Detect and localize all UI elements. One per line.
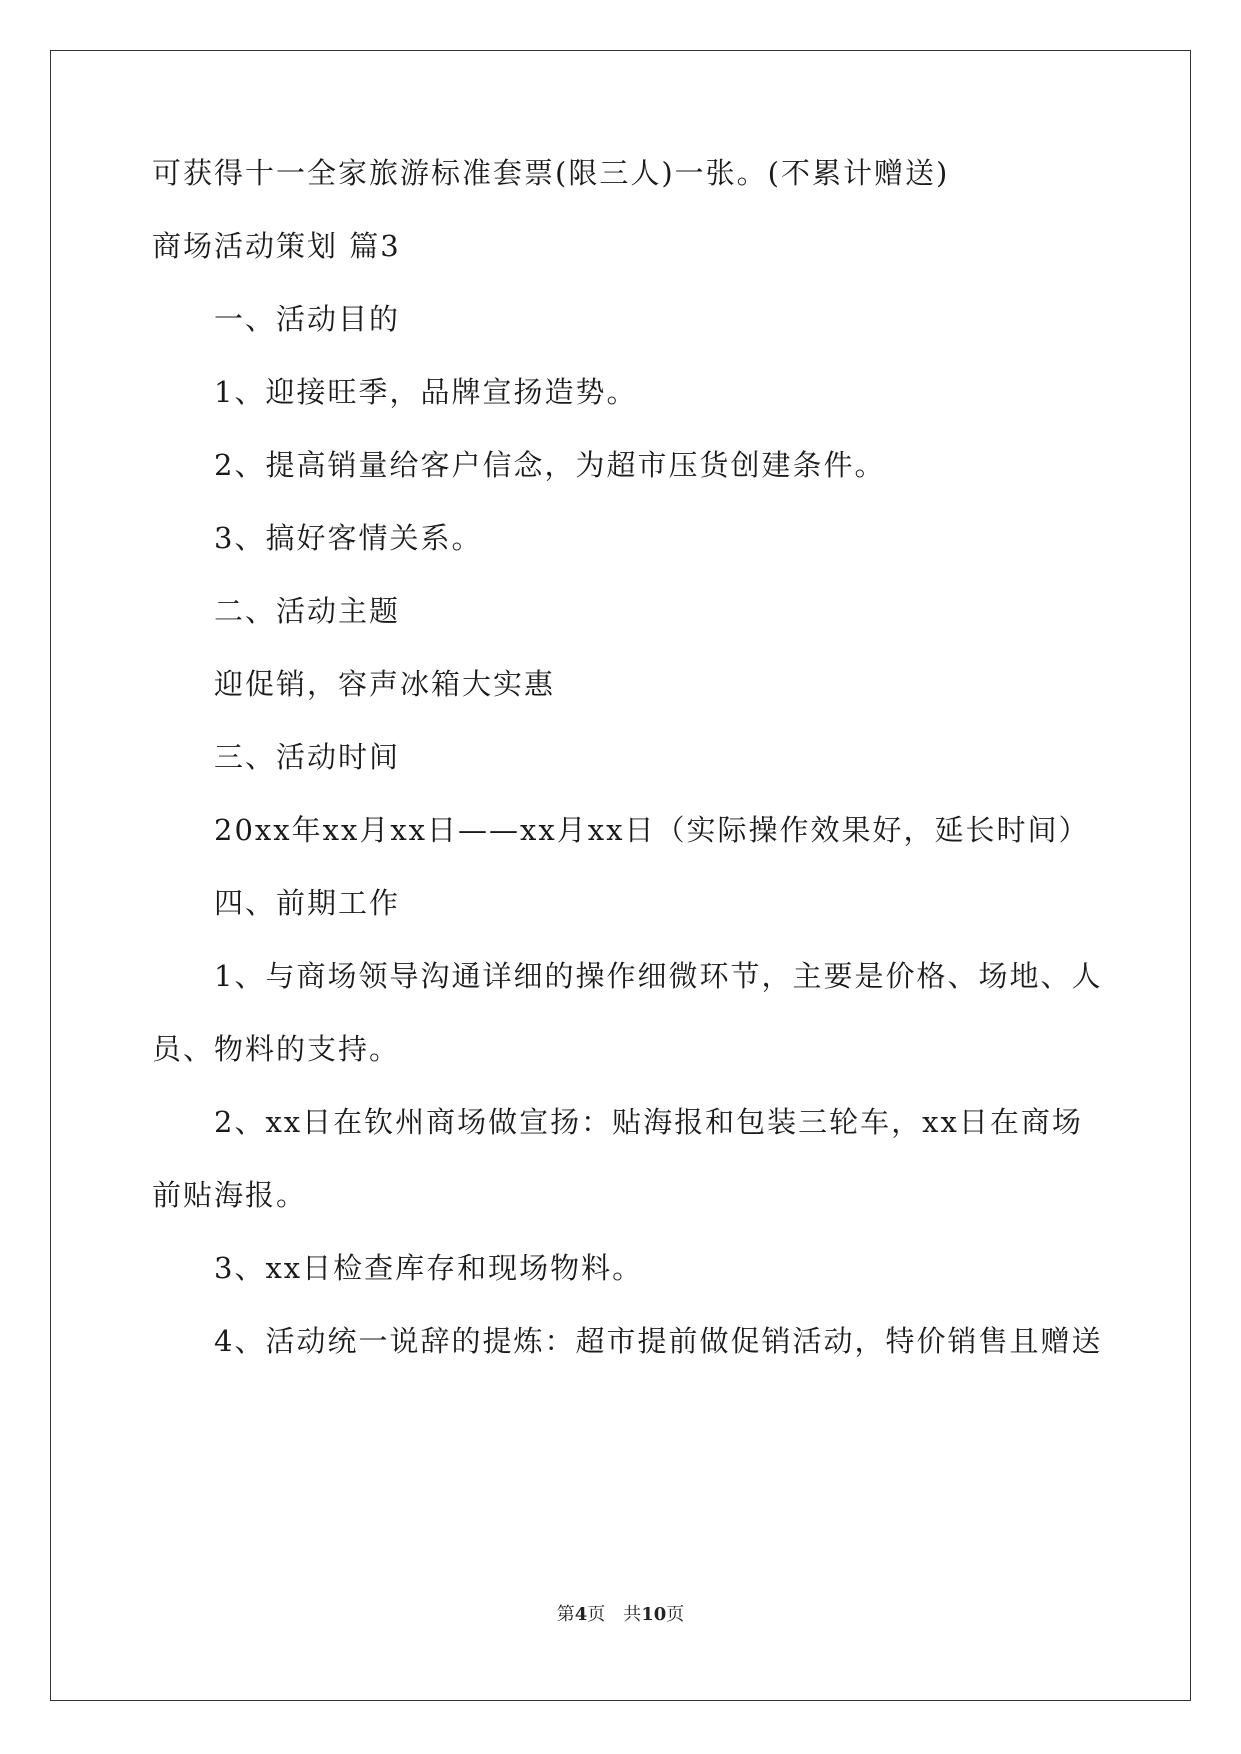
list-item: 3、xx日检查库存和现场物料。 xyxy=(214,1251,644,1285)
list-item: 1、与商场领导沟通详细的操作细微环节，主要是价格、场地、人 xyxy=(214,959,1103,993)
list-item: 4、活动统一说辞的提炼：超市提前做促销活动，特价销售且赠送 xyxy=(214,1324,1103,1358)
text-line: 20xx年xx月xx日——xx月xx日（实际操作效果好，延长时间） xyxy=(214,813,1090,847)
page-current: 4 xyxy=(574,1604,588,1625)
section-heading: 一、活动目的 xyxy=(214,302,401,336)
list-item: 2、提高销量给客户信念，为超市压货创建条件。 xyxy=(214,448,886,482)
list-item: 2、xx日在钦州商场做宣扬：贴海报和包装三轮车，xx日在商场 xyxy=(214,1105,1083,1139)
total-prefix: 共 xyxy=(623,1604,642,1625)
page-border xyxy=(50,50,1191,1701)
page-total: 10 xyxy=(641,1604,667,1625)
section-heading: 二、活动主题 xyxy=(214,594,401,628)
page-suffix: 页 xyxy=(587,1604,606,1625)
text-line: 可获得十一全家旅游标准套票(限三人)一张。(不累计赠送) xyxy=(152,156,950,190)
text-line: 员、物料的支持。 xyxy=(152,1032,401,1066)
section-heading: 四、前期工作 xyxy=(214,886,401,920)
page-footer xyxy=(0,1603,1241,1627)
list-item: 1、迎接旺季，品牌宣扬造势。 xyxy=(214,375,638,409)
list-item: 3、搞好客情关系。 xyxy=(214,521,483,555)
page-prefix: 第 xyxy=(556,1604,575,1625)
total-suffix: 页 xyxy=(666,1604,685,1625)
text-line: 迎促销，容声冰箱大实惠 xyxy=(214,667,556,701)
section-heading: 三、活动时间 xyxy=(214,740,401,774)
text-line: 前贴海报。 xyxy=(152,1178,308,1212)
section-title: 商场活动策划 篇3 xyxy=(152,229,401,263)
